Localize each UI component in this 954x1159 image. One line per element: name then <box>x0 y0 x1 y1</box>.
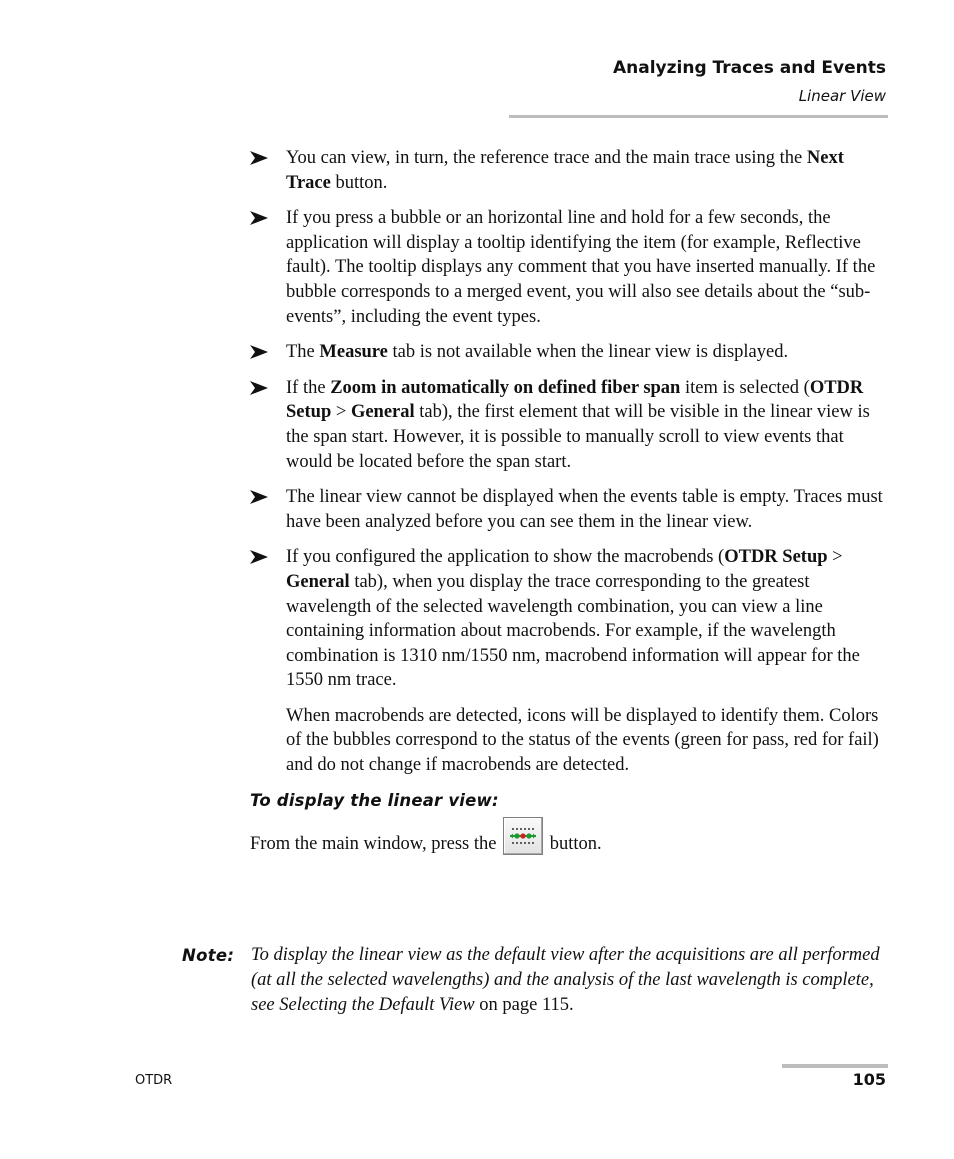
note-block <box>182 943 882 1018</box>
footer-rule <box>782 1064 888 1068</box>
bullet-item: The Measure tab is not available when the linear view is displayed. <box>250 340 890 365</box>
header-subtitle: Linear View <box>798 87 886 105</box>
footer-product: OTDR <box>135 1073 173 1088</box>
arrow-bullet-icon <box>250 490 268 504</box>
arrow-bullet-icon <box>250 381 268 395</box>
main-content <box>250 146 890 857</box>
bullet-item: If you configured the application to show the macrobends (OTDR Setup > General tab), when you display the trace corresponding to the greatest wavelength of the selected wavelength combination, you can view a line containing information about macrobends. For example, if the wavelength combination is 1310 nm/1550 nm, macrobend information will appear for the 1550 nm trace. <box>250 545 890 693</box>
macrobend-paragraph: When macrobends are detected, icons will be displayed to identify them. Colors of the bubbles correspond to the status of the events (green for pass, red for fail) and do not change if macrobends are detected. <box>286 705 879 776</box>
bullet-item: If the Zoom in automatically on defined fiber span item is selected (OTDR Setup > General tab), the first element that will be visible in the linear view is the span start. However, it is possible to manually scroll to view events that would be located before the span start. <box>250 376 890 474</box>
arrow-bullet-icon <box>250 151 268 165</box>
linear-view-button[interactable] <box>503 817 543 855</box>
bullet-item: If you press a bubble or an horizontal line and hold for a few seconds, the application will display a tooltip identifying the item (for example, Reflective fault). The tooltip displays any comment that you have inserted manually. If the bubble corresponds to a merged event, you will also see details about the “sub-events”, including the event types. <box>250 206 890 329</box>
page-number: 105 <box>852 1070 886 1089</box>
note-label: Note: <box>182 946 235 965</box>
linear-view-icon <box>504 818 542 854</box>
bullet-item: The linear view cannot be displayed when the events table is empty. Traces must have been analyzed before you can see them in the linear view. <box>250 485 890 534</box>
arrow-bullet-icon <box>250 345 268 359</box>
header-title: Analyzing Traces and Events <box>612 58 886 78</box>
bullet-item: You can view, in turn, the reference trace and the main trace using the Next Trace button. <box>250 146 890 195</box>
note-page-reference[interactable]: on page 115. <box>474 995 574 1015</box>
arrow-bullet-icon <box>250 211 268 225</box>
note-text: To display the linear view as the default view after the acquisitions are all performed (at all the selected wavelengths) and the analysis of the last wavelength is complete, see Selecting the Default View on page 115. <box>251 945 880 1015</box>
header-rule <box>509 115 888 118</box>
procedure-step: From the main window, press the button. <box>250 817 890 857</box>
procedure-title: To display the linear view: <box>250 790 499 810</box>
arrow-bullet-icon <box>250 550 268 564</box>
